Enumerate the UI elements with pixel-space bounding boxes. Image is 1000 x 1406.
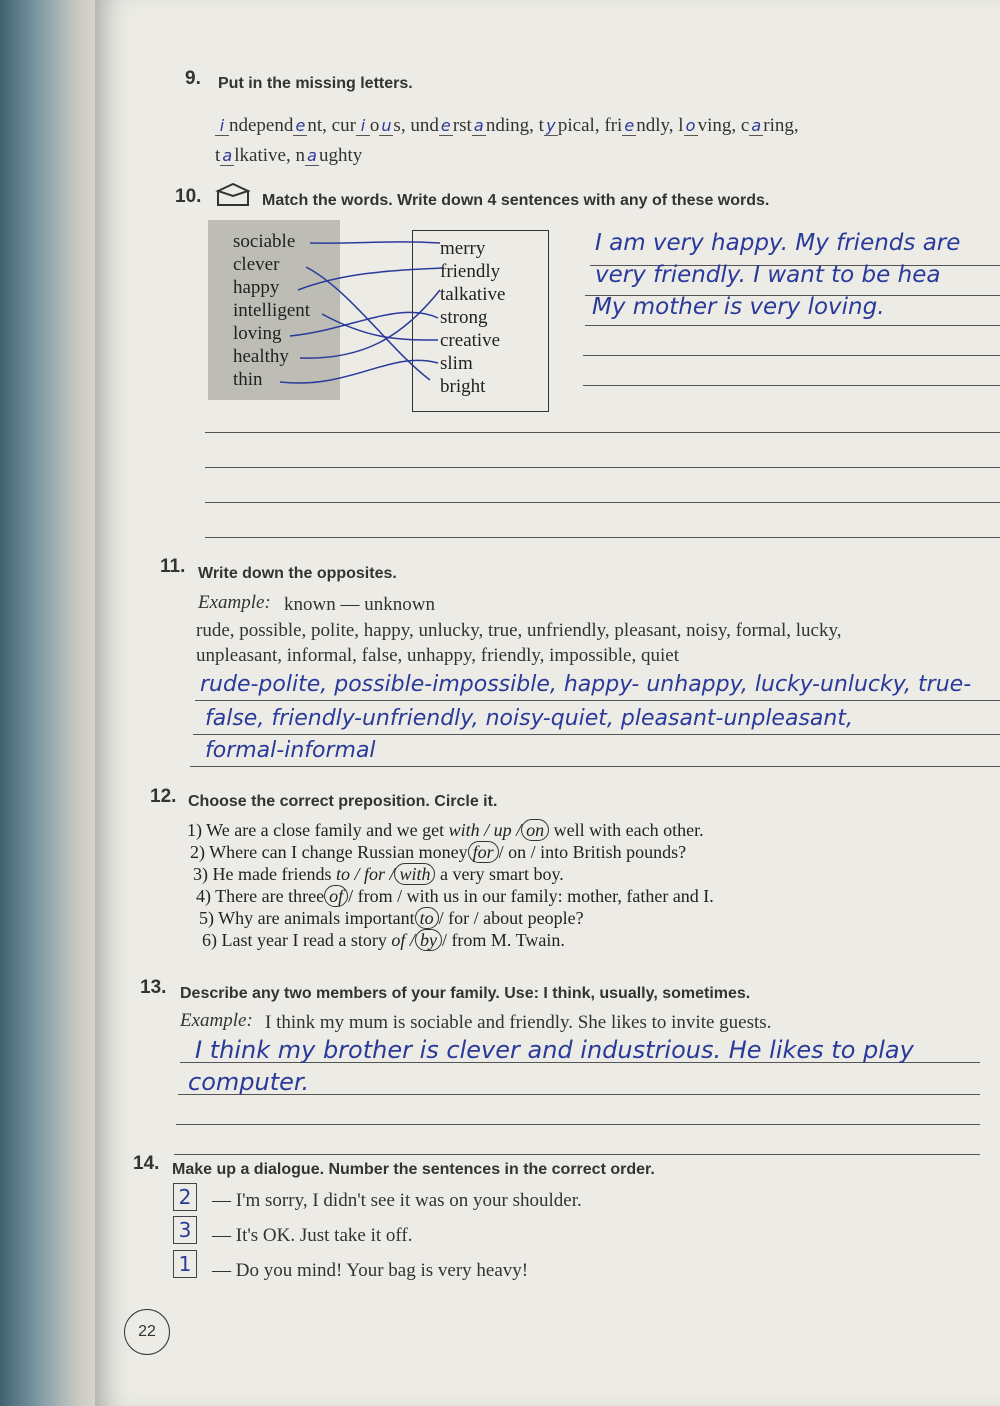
ex10-answer-3: My mother is very loving. — [592, 294, 885, 320]
answer-line — [583, 385, 1000, 386]
item-text: / from / with us in our family: mother, father and I. — [348, 886, 714, 906]
ex9-title: Put in the missing letters. — [218, 75, 413, 92]
answer-line — [174, 1154, 980, 1155]
item-text: Where can I change Russian money — [209, 842, 468, 862]
word-fragment: ving, c — [697, 115, 750, 136]
word-fragment: s, und — [393, 115, 439, 136]
missing-letter-answer[interactable]: i — [215, 116, 229, 136]
left-word: loving — [233, 323, 282, 344]
word-fragment: ughty — [318, 145, 363, 166]
book-cap-icon — [215, 183, 253, 207]
left-word: intelligent — [233, 300, 311, 321]
ex11-example-label: Example: — [198, 592, 271, 613]
ex13-title: Describe any two members of your family. Use: I think, usually, sometimes. — [180, 985, 751, 1002]
missing-letter-answer[interactable]: a — [220, 146, 234, 166]
order-box[interactable]: 1 — [173, 1250, 197, 1278]
ex10-number: 10. — [175, 186, 202, 207]
item-text: a very smart boy. — [435, 864, 564, 884]
right-word: creative — [440, 330, 501, 351]
left-word: sociable — [233, 231, 296, 252]
ex11-answer-1: rude-polite, possible-impossible, happy- unhappy, lucky-unlucky, true- — [200, 672, 972, 697]
ex11-answer-3: formal-informal — [205, 738, 376, 763]
missing-letter-answer[interactable]: y — [544, 116, 558, 136]
missing-letter-answer[interactable]: a — [305, 146, 319, 166]
answer-line — [176, 1124, 980, 1125]
left-word: clever — [233, 254, 280, 275]
item-options: with / up / — [448, 820, 522, 840]
dialogue-line: — Do you mind! Your bag is very heavy! — [212, 1260, 529, 1281]
word-fragment: rst — [452, 115, 472, 136]
ex13-answer-1: I think my brother is clever and industrious. He likes to play — [195, 1036, 914, 1064]
ex14-title: Make up a dialogue. Number the sentences in the correct order. — [172, 1161, 655, 1178]
item-text: Why are animals important — [218, 908, 415, 928]
left-word: healthy — [233, 346, 289, 367]
ex13-example-label: Example: — [180, 1010, 253, 1031]
item-options: to / for / — [335, 864, 395, 884]
item-number: 4) — [196, 886, 216, 906]
item-text: / from M. Twain. — [441, 930, 565, 950]
ex12-number: 12. — [150, 786, 177, 807]
answer-line — [205, 432, 1000, 433]
preposition-item — [190, 842, 714, 864]
missing-letter-answer[interactable]: e — [293, 116, 307, 136]
circled-answer[interactable]: with — [394, 863, 435, 885]
answer-line — [205, 537, 1000, 538]
word-fragment: ndepend — [229, 115, 294, 136]
item-text: We are a close family and we get — [206, 820, 449, 840]
item-text: He made friends — [212, 864, 336, 884]
item-number: 5) — [199, 908, 219, 928]
word-fragment: ring, — [763, 115, 799, 136]
left-word: happy — [233, 277, 280, 298]
ex11-words-line1: rude, possible, polite, happy, unlucky, true, unfriendly, pleasant, noisy, formal, lucky, — [196, 620, 842, 641]
right-word: strong — [440, 307, 488, 328]
ex10-answer-2: very friendly. I want to be hea — [595, 262, 941, 288]
item-text: There are three — [215, 886, 325, 906]
ex12-title: Choose the correct preposition. Circle it. — [188, 793, 498, 810]
page-number: 22 — [124, 1309, 170, 1355]
word-fragment: lkative, n — [234, 145, 305, 166]
ex10-answer-1: I am very happy. My friends are — [595, 230, 961, 256]
ex14-number: 14. — [133, 1153, 160, 1174]
dialogue-line: — It's OK. Just take it off. — [212, 1225, 413, 1246]
missing-letter-answer[interactable]: u — [381, 116, 392, 135]
preposition-item — [199, 908, 714, 930]
missing-letter-answer[interactable]: i — [356, 116, 370, 136]
word-fragment: nt, cur — [307, 115, 356, 136]
answer-line — [195, 700, 1000, 701]
missing-letter-answer[interactable]: a — [472, 116, 486, 136]
ex10-title: Match the words. Write down 4 sentences with any of these words. — [262, 192, 770, 209]
word-fragment: t — [215, 145, 221, 166]
ex13-example-text: I think my mum is sociable and friendly. She likes to invite guests. — [265, 1012, 772, 1033]
item-text: well with each other. — [549, 820, 704, 840]
circled-answer[interactable]: to — [415, 907, 439, 929]
circled-answer[interactable]: on — [521, 819, 549, 841]
right-word: bright — [440, 376, 486, 397]
item-number: 6) — [202, 930, 222, 950]
answer-line — [205, 467, 1000, 468]
circled-answer[interactable]: for — [468, 841, 499, 863]
right-word: slim — [440, 353, 473, 374]
ex9-number: 9. — [185, 68, 201, 89]
preposition-item — [196, 886, 714, 908]
missing-letter-answer[interactable]: e — [439, 116, 453, 136]
missing-letter-answer[interactable]: e — [622, 116, 636, 136]
circled-answer[interactable]: of — [324, 885, 348, 907]
missing-letter-answer[interactable]: o — [684, 116, 698, 136]
item-number: 2) — [190, 842, 210, 862]
ex11-words-line2: unpleasant, informal, false, unhappy, friendly, impossible, quiet — [196, 645, 679, 666]
answer-line — [190, 766, 1000, 767]
circled-answer[interactable]: by — [415, 929, 442, 951]
answer-line — [585, 325, 1000, 326]
item-options: of / — [391, 930, 415, 950]
left-word: thin — [233, 369, 263, 390]
item-text: / for / about people? — [438, 908, 584, 928]
word-fragment: nding, t — [485, 115, 544, 136]
order-box[interactable]: 3 — [173, 1216, 197, 1244]
ex12-list — [187, 820, 714, 952]
right-word: friendly — [440, 261, 501, 282]
ex13-answer-2: computer. — [188, 1068, 310, 1096]
ex11-title: Write down the opposites. — [198, 565, 397, 582]
right-word: talkative — [440, 284, 506, 305]
matching-lines — [270, 230, 450, 410]
ex11-answer-2: false, friendly-unfriendly, noisy-quiet, pleasant-unpleasant, — [205, 706, 853, 731]
preposition-item — [202, 930, 714, 952]
item-number: 1) — [187, 820, 207, 840]
word-fragment: pical, fri — [557, 115, 623, 136]
ex11-number: 11. — [160, 556, 186, 577]
ex11-example-text: known — unknown — [284, 594, 435, 615]
right-word: merry — [440, 238, 486, 259]
missing-letter-answer[interactable]: a — [749, 116, 763, 136]
preposition-item — [193, 864, 714, 886]
answer-line — [583, 355, 1000, 356]
item-number: 3) — [193, 864, 213, 884]
book-edge — [0, 0, 110, 1406]
order-box[interactable]: 2 — [173, 1183, 197, 1211]
item-text: / on / into British pounds? — [498, 842, 687, 862]
ex13-number: 13. — [140, 977, 167, 998]
preposition-item — [187, 820, 714, 842]
ex9-line2 — [215, 145, 362, 167]
answer-line — [205, 502, 1000, 503]
answer-line — [193, 734, 1000, 735]
item-text: Last year I read a story — [221, 930, 392, 950]
dialogue-line: — I'm sorry, I didn't see it was on your shoulder. — [212, 1190, 582, 1211]
word-fragment: ndly, l — [636, 115, 684, 136]
word-fragment: o — [369, 115, 380, 136]
ex9-line1 — [215, 115, 799, 137]
